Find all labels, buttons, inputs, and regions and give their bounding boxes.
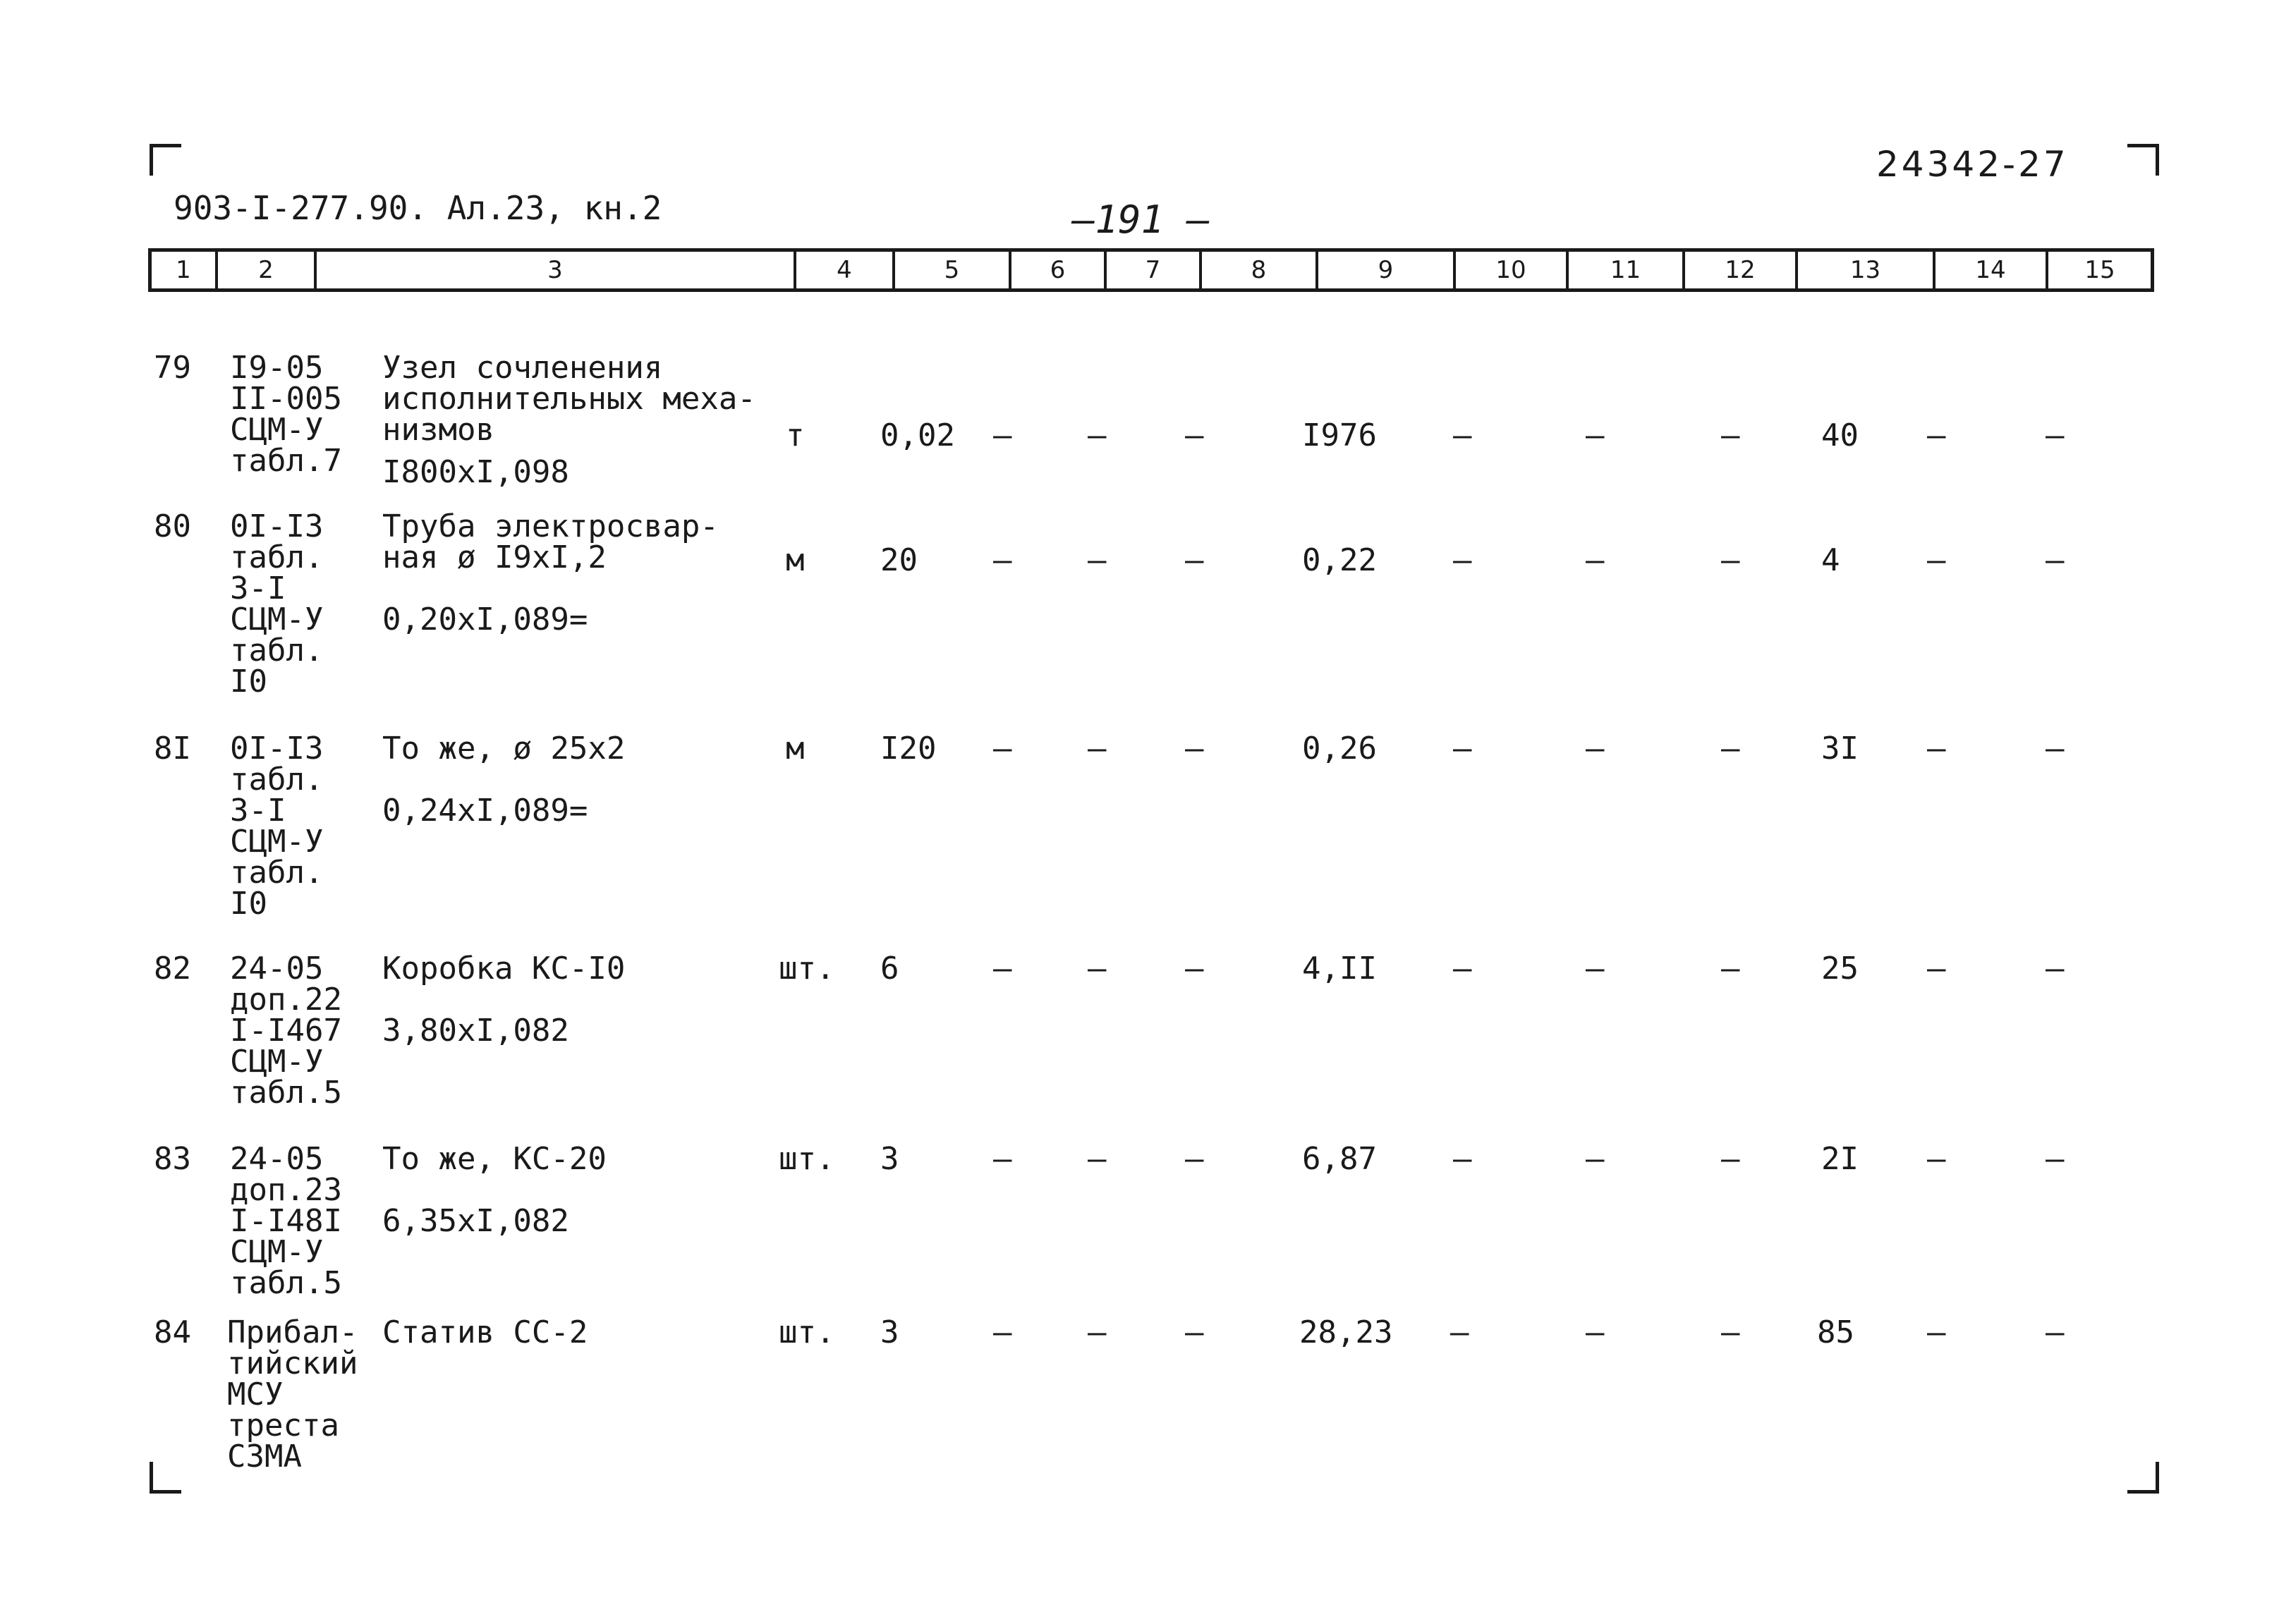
column-header-3: 3 [314,252,794,288]
corner-mark-top-right [2127,144,2159,176]
column-header-15: 15 [2046,252,2151,288]
item-calculation: 0,20xI,089= [382,602,588,637]
col10-value: – [1453,1141,1472,1177]
col7-value: – [1088,951,1107,987]
col6-value: – [993,731,1012,767]
col8-value: – [1185,1314,1204,1350]
quantity: 20 [880,542,918,578]
col15-value: – [2046,731,2065,767]
unit: м [786,731,805,767]
col13-value: 40 [1821,417,1859,453]
column-header-row [148,248,2154,292]
row-number: 8I [154,731,191,767]
row-number: 84 [154,1314,191,1350]
sheet-number: 24342-27 [1876,144,2069,185]
quantity: 0,02 [880,417,955,453]
col12-value: – [1721,1314,1740,1350]
quantity: 3 [880,1141,899,1177]
col6-value: – [993,1141,1012,1177]
column-header-8: 8 [1199,252,1315,288]
col7-value: – [1088,417,1107,453]
col15-value: – [2046,417,2065,453]
norm-code: I9-05 II-005 СЦМ-У табл.7 [230,350,342,479]
col7-value: – [1088,542,1107,578]
norm-code: 24-05 доп.23 I-I48I СЦМ-У табл.5 [230,1141,342,1301]
col14-value: – [1927,1141,1946,1177]
item-name: Коробка КС-I0 [382,951,626,987]
column-header-7: 7 [1104,252,1199,288]
document-code: 903-I-277.90. Ал.23, кн.2 [174,189,662,227]
col11-value: – [1586,542,1605,578]
unit: шт. [779,1141,835,1177]
col15-value: – [2046,542,2065,578]
col13-value: 25 [1821,951,1859,987]
quantity: I20 [880,731,937,767]
item-name: Статив СС-2 [382,1314,588,1350]
col11-value: – [1586,951,1605,987]
col9-value: 0,22 [1302,542,1377,578]
quantity: 6 [880,951,899,987]
item-name: Труба электросвар- ная ø I9xI,2 [382,508,719,575]
unit: м [786,542,805,578]
col11-value: – [1586,1314,1605,1350]
col12-value: – [1721,542,1740,578]
unit: шт. [779,951,835,987]
col10-value: – [1453,542,1472,578]
col7-value: – [1088,1314,1107,1350]
col11-value: – [1586,1141,1605,1177]
column-header-9: 9 [1315,252,1453,288]
col14-value: – [1927,542,1946,578]
item-calculation: I800xI,098 [382,454,569,490]
col10-value: – [1453,731,1472,767]
corner-mark-bottom-right [2127,1462,2159,1494]
row-number: 82 [154,951,191,987]
col12-value: – [1721,731,1740,767]
col12-value: – [1721,1141,1740,1177]
norm-code: Прибал- тийский МСУ треста СЗМА [227,1314,358,1475]
column-header-14: 14 [1933,252,2046,288]
row-number: 79 [154,350,191,386]
col6-value: – [993,1314,1012,1350]
column-header-10: 10 [1453,252,1566,288]
norm-code: 24-05 доп.22 I-I467 СЦМ-У табл.5 [230,951,342,1111]
col15-value: – [2046,1141,2065,1177]
column-header-11: 11 [1566,252,1682,288]
col9-value: 4,II [1302,951,1377,987]
col9-value: I976 [1302,417,1377,453]
col8-value: – [1185,542,1204,578]
column-header-12: 12 [1682,252,1795,288]
unit: шт. [779,1314,835,1350]
col14-value: – [1927,1314,1946,1350]
col13-value: 4 [1821,542,1840,578]
column-header-4: 4 [794,252,892,288]
column-header-5: 5 [892,252,1009,288]
col14-value: – [1927,417,1946,453]
column-header-1: 1 [176,256,191,284]
column-header-2: 2 [215,252,314,288]
col10-value: – [1453,417,1472,453]
corner-mark-bottom-left [150,1462,181,1494]
col15-value: – [2046,1314,2065,1350]
col8-value: – [1185,951,1204,987]
col14-value: – [1927,731,1946,767]
col9-value: 0,26 [1302,731,1377,767]
col9-value: 28,23 [1299,1314,1393,1350]
col14-value: – [1927,951,1946,987]
quantity: 3 [880,1314,899,1350]
norm-code: 0I-I3 табл. 3-I СЦМ-У табл. I0 [230,508,324,700]
page-number: —191 — [1072,197,1210,242]
col12-value: – [1721,951,1740,987]
col13-value: 2I [1821,1141,1859,1177]
item-calculation: 0,24xI,089= [382,793,588,829]
col13-value: 3I [1821,731,1859,767]
col8-value: – [1185,731,1204,767]
column-header-13: 13 [1795,252,1933,288]
item-name: Узел сочленения исполнительных меха- низмов [382,350,756,448]
norm-code: 0I-I3 табл. 3-I СЦМ-У табл. I0 [230,731,324,922]
unit: т [786,417,805,453]
col6-value: – [993,542,1012,578]
col11-value: – [1586,417,1605,453]
row-number: 80 [154,508,191,544]
col10-value: – [1450,1314,1469,1350]
col15-value: – [2046,951,2065,987]
col6-value: – [993,951,1012,987]
col6-value: – [993,417,1012,453]
col7-value: – [1088,731,1107,767]
col9-value: 6,87 [1302,1141,1377,1177]
col10-value: – [1453,951,1472,987]
col12-value: – [1721,417,1740,453]
col8-value: – [1185,417,1204,453]
item-calculation: 3,80xI,082 [382,1013,569,1049]
corner-mark-top-left [150,144,181,176]
item-name: То же, ø 25x2 [382,731,626,767]
col7-value: – [1088,1141,1107,1177]
row-number: 83 [154,1141,191,1177]
item-calculation: 6,35xI,082 [382,1203,569,1239]
column-header-6: 6 [1009,252,1104,288]
col13-value: 85 [1817,1314,1854,1350]
col11-value: – [1586,731,1605,767]
item-name: То же, КС-20 [382,1141,607,1177]
col8-value: – [1185,1141,1204,1177]
